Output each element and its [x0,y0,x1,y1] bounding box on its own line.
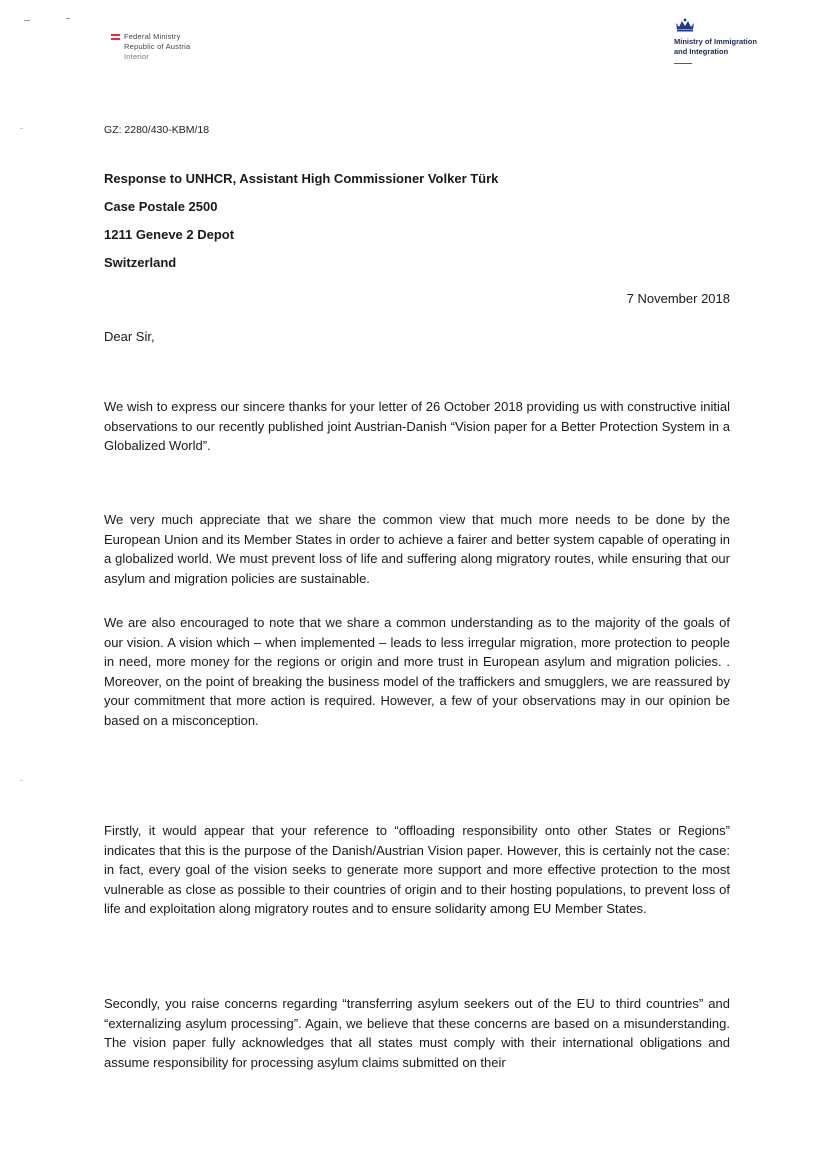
address-line: Response to UNHCR, Assistant High Commissioner Volker Türk [104,171,499,186]
austria-flag-icon [111,34,120,40]
austria-logo-line: Federal Ministry [124,32,181,41]
salutation: Dear Sir, [104,329,155,344]
body-paragraph: We very much appreciate that we share the common view that much more needs to be done by the European Union and its Member States in order to achieve a fairer and better system capable of operating in a globalized world. We must prevent loss of life and suffering along migratory routes, while ensuring that our asylum and migration policies are sustainable. [104,512,730,586]
austria-ministry-logo [111,32,190,62]
address-line: 1211 Geneve 2 Depot [104,227,235,242]
reference-number: GZ: 2280/430-KBM/18 [104,124,210,136]
denmark-logo-line: Ministry of Immigration [674,37,757,46]
scan-mark [24,20,30,21]
denmark-logo-line: and Integration [674,47,729,56]
scan-mark [20,780,23,781]
address-line: Case Postale 2500 [104,199,218,214]
scan-mark [20,128,23,129]
body-paragraph: We are also encouraged to note that we share a common understanding as to the majority of the goals of our vision. A vision which – when implemented – leads to less irregular migration, more protection to people in need, more money for the regions or origin and more trust in European asylum and migration policies. . Moreover, on the point of breaking the business model of the traffickers and smugglers, we are reassured by your commitment that more action is required. However, a few of your observations may in our opinion be based on a misconception. [104,615,730,728]
body-paragraph: Secondly, you raise concerns regarding “transferring asylum seekers out of the EU to third countries” and “externalizing asylum processing”. Again, we believe that these concerns are based on a misunderstanding. The vision paper fully acknowledges that all states must comply with their international obligations and assume responsibility for processing asylum claims submitted on their [104,996,730,1070]
address-line: Switzerland [104,255,177,270]
recipient-address [104,172,498,284]
scan-mark [66,18,70,19]
body-paragraph: Firstly, it would appear that your reference to “offloading responsibility onto other States or Regions” indicates that this is the purpose of the Danish/Austrian Vision paper. However, this is certainly not the case: in fact, every goal of the vision seeks to generate more support and more effective protection to the most vulnerable as close as possible to their countries of origin and to their hosting populations, to prevent loss of life and exploitation along migratory routes and to ensure solidarity among EU Member States. [104,823,730,916]
austria-logo-line: Republic of Austria [124,42,191,51]
logo-divider [674,63,692,64]
letter-date: 7 November 2018 [626,291,730,306]
denmark-ministry-logo [674,18,784,64]
austria-logo-line: Interior [124,52,149,61]
crown-icon [674,18,696,32]
body-paragraph: We wish to express our sincere thanks for your letter of 26 October 2018 providing us with constructive initial observations to our recently published joint Austrian-Danish “Vision paper for a Better Protection System in a Globalized World”. [104,399,730,453]
